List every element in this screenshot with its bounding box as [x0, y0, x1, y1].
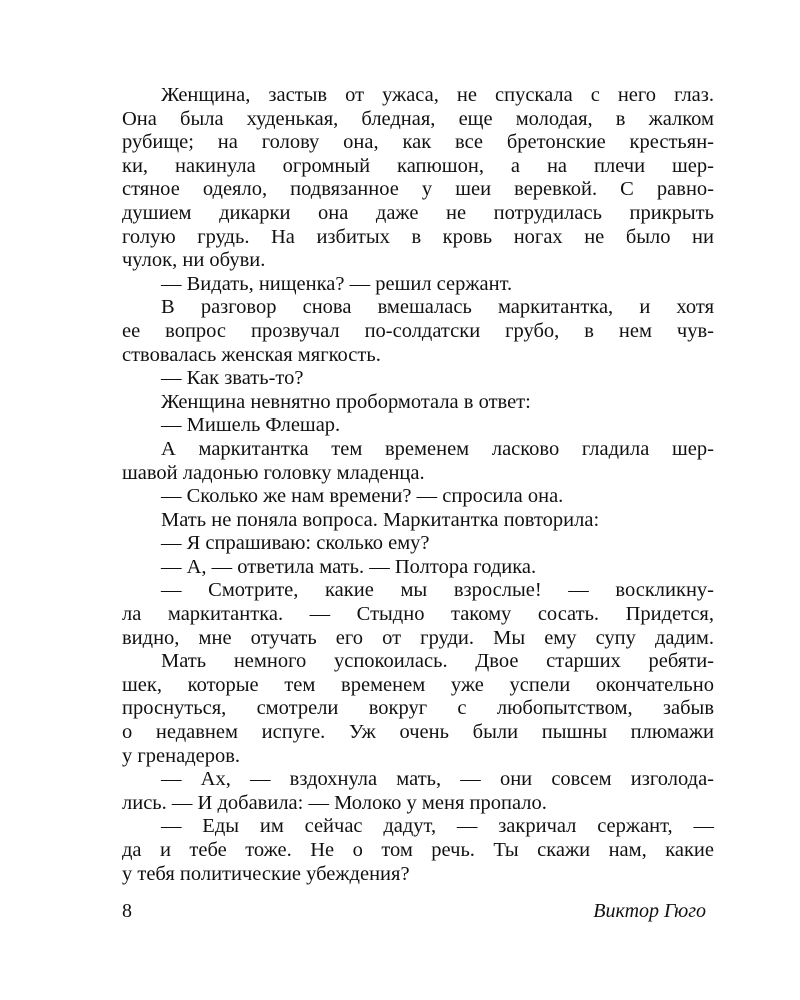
text-line: у гренадеров.	[122, 744, 241, 767]
text-line: проснуться, смотрели вокруг с любопытством, забыв	[122, 697, 714, 720]
text-line: — Мишель Флешар.	[161, 414, 341, 437]
text-line: ствовалась женская мягкость.	[122, 343, 381, 366]
text-line: — Я спрашиваю: сколько ему?	[161, 532, 430, 555]
running-head-author: Виктор Гюго	[593, 900, 706, 922]
text-line: — Как звать-то?	[161, 367, 304, 390]
text-line: Она была худенькая, бледная, еще молодая, в жалком	[122, 107, 714, 130]
body-text	[122, 84, 714, 886]
text-line: — А, — ответила мать. — Полтора годика.	[161, 555, 537, 578]
text-line: лись. — И добавила: — Молоко у меня пропало.	[122, 791, 547, 814]
text-line: шавой ладонью головку младенца.	[122, 461, 425, 484]
text-line: ла маркитантка. — Стыдно такому сосать. Придется,	[122, 603, 714, 626]
page-footer	[122, 896, 714, 926]
text-line: ее вопрос прозвучал по-солдатски грубо, в нем чув-	[122, 319, 714, 342]
text-line: голую грудь. На избитых в кровь ногах не было ни	[122, 225, 714, 248]
text-line: шек, которые тем временем уже успели окончательно	[122, 673, 714, 696]
text-line: А маркитантка тем временем ласково гладила шер-	[161, 437, 714, 460]
page-number: 8	[122, 900, 132, 922]
text-line: душием дикарки она даже не потрудилась прикрыть	[122, 201, 714, 224]
text-line: — Видать, нищенка? — решил сержант.	[161, 272, 513, 295]
text-line: у тебя политические убеждения?	[122, 862, 410, 885]
text-line: — Еды им сейчас дадут, — закричал сержант, —	[161, 815, 714, 838]
text-line: — Ах, — вздохнула мать, — они совсем изголода-	[161, 768, 714, 791]
text-line: да и тебе тоже. Не о том речь. Ты скажи нам, какие	[122, 839, 714, 861]
text-line: видно, мне отучать его от груди. Мы ему супу дадим.	[122, 626, 714, 649]
text-line: Мать не поняла вопроса. Маркитантка повторила:	[161, 508, 600, 531]
text-line: Женщина невнятно пробормотала в ответ:	[161, 390, 531, 413]
text-line: — Смотрите, какие мы взрослые! — воскликну-	[161, 579, 714, 602]
text-line: о недавнем испуге. Уж очень были пышны плюмажи	[122, 721, 714, 744]
text-line: чулок, ни обуви.	[122, 249, 266, 272]
text-line: рубище; на голову она, как все бретонские крестьян-	[122, 131, 714, 154]
text-line: — Сколько же нам времени? — спросила она.	[161, 485, 564, 508]
text-line: Женщина, застыв от ужаса, не спускала с него глаз.	[161, 84, 714, 106]
text-line: стяное одеяло, подвязанное у шеи веревкой. С равно-	[122, 178, 714, 201]
text-line: ки, накинула огромный капюшон, а на плечи шер-	[122, 154, 714, 177]
text-line: Мать немного успокоилась. Двое старших ребяти-	[161, 650, 714, 673]
text-line: В разговор снова вмешалась маркитантка, и хотя	[161, 296, 714, 319]
